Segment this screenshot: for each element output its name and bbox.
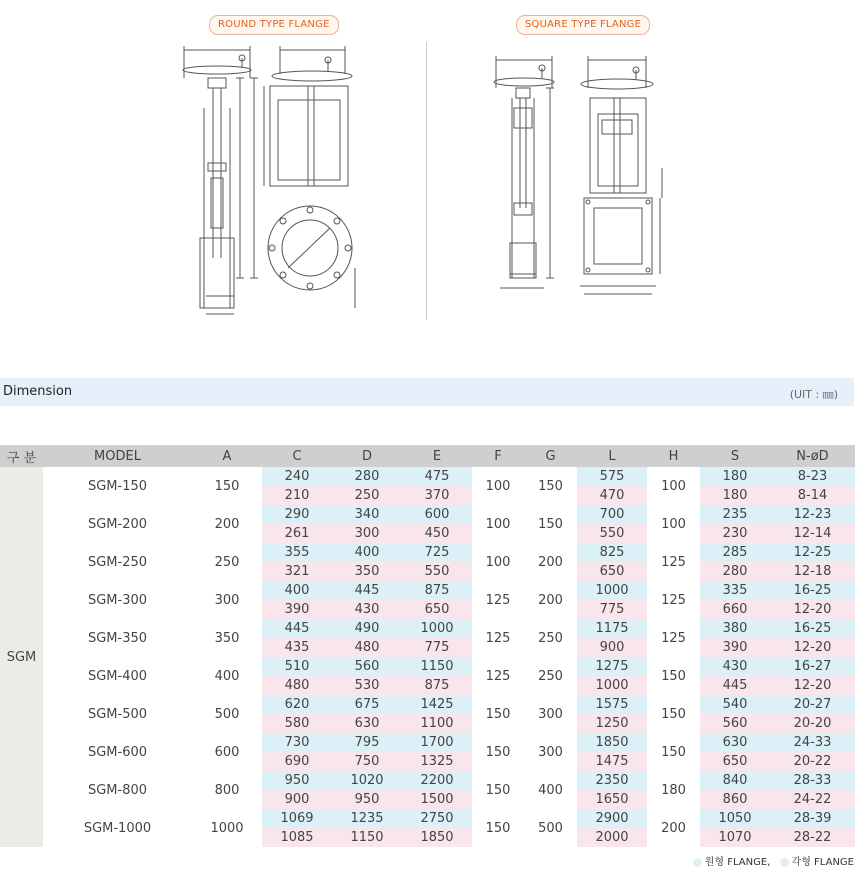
legend-round: 원형 FLANGE, xyxy=(704,857,771,868)
table-cell: 125 xyxy=(661,592,686,608)
table-cell: 150 xyxy=(661,744,686,760)
column-header: D xyxy=(332,445,402,467)
table-cell: 24-33 xyxy=(770,733,855,752)
table-cell: 1150 xyxy=(402,657,472,676)
table-row xyxy=(0,695,855,714)
table-cell: 180 xyxy=(661,782,686,798)
table-row xyxy=(0,543,855,562)
table-cell: 445 xyxy=(262,619,332,638)
table-cell: 8-23 xyxy=(770,467,855,486)
table-cell: 150 xyxy=(538,478,563,494)
column-header: C xyxy=(262,445,332,467)
table-cell: 825 xyxy=(577,543,647,562)
table-cell: 950 xyxy=(262,771,332,790)
table-cell: 650 xyxy=(577,562,647,581)
table-cell: 445 xyxy=(332,581,402,600)
table-cell: 100 xyxy=(485,554,511,570)
table-cell: 125 xyxy=(661,554,686,570)
table-cell: SGM-250 xyxy=(87,554,148,570)
column-header: G xyxy=(524,445,577,467)
table-cell: 510 xyxy=(262,657,332,676)
dimension-title: Dimension xyxy=(3,384,73,399)
table-cell: 500 xyxy=(214,706,240,722)
table-cell: 1000 xyxy=(210,820,244,836)
table-cell: 2750 xyxy=(402,809,472,828)
table-cell: 660 xyxy=(700,600,770,619)
table-cell: 261 xyxy=(262,524,332,543)
table-cell: 150 xyxy=(485,782,511,798)
table-cell: 550 xyxy=(577,524,647,543)
table-cell: 230 xyxy=(700,524,770,543)
table-cell: SGM-500 xyxy=(87,706,148,722)
table-cell: 400 xyxy=(214,668,240,684)
table-cell: 1175 xyxy=(577,619,647,638)
round-flange-swatch xyxy=(693,858,702,867)
table-cell: 1050 xyxy=(700,809,770,828)
column-header: S xyxy=(700,445,770,467)
table-cell: 800 xyxy=(214,782,240,798)
table-cell: 900 xyxy=(577,638,647,657)
table-cell: SGM-150 xyxy=(87,478,148,494)
table-cell: 24-22 xyxy=(770,790,855,809)
table-cell: 690 xyxy=(262,752,332,771)
table-cell: 1425 xyxy=(402,695,472,714)
round-type-flange-drawing xyxy=(180,38,360,318)
table-cell: 340 xyxy=(332,505,402,524)
table-cell: 445 xyxy=(700,676,770,695)
table-cell: 150 xyxy=(661,668,686,684)
table-cell: 1700 xyxy=(402,733,472,752)
table-cell: 620 xyxy=(262,695,332,714)
table-cell: 355 xyxy=(262,543,332,562)
table-cell: 20-20 xyxy=(770,714,855,733)
table-cell: 1000 xyxy=(402,619,472,638)
table-cell: 480 xyxy=(262,676,332,695)
table-cell: 285 xyxy=(700,543,770,562)
square-flange-swatch xyxy=(780,858,789,867)
table-row xyxy=(0,505,855,524)
table-cell: 795 xyxy=(332,733,402,752)
table-cell: 1325 xyxy=(402,752,472,771)
table-cell: 12-20 xyxy=(770,600,855,619)
table-cell: 840 xyxy=(700,771,770,790)
table-cell: 16-25 xyxy=(770,581,855,600)
table-cell: 280 xyxy=(332,467,402,486)
table-cell: 290 xyxy=(262,505,332,524)
table-cell: 400 xyxy=(538,782,563,798)
table-cell: 150 xyxy=(538,516,563,532)
table-cell: 2000 xyxy=(577,828,647,847)
table-cell: 200 xyxy=(538,554,563,570)
table-cell: 750 xyxy=(332,752,402,771)
table-cell: 650 xyxy=(402,600,472,619)
table-cell: 875 xyxy=(402,581,472,600)
group-cell: SGM xyxy=(0,467,43,847)
table-cell: 100 xyxy=(661,478,686,494)
table-cell: 150 xyxy=(485,744,511,760)
table-cell: 730 xyxy=(262,733,332,752)
table-cell: 235 xyxy=(700,505,770,524)
table-cell: 540 xyxy=(700,695,770,714)
column-header: L xyxy=(577,445,647,467)
table-cell: 300 xyxy=(538,706,563,722)
technical-drawings xyxy=(0,0,858,340)
table-cell: 150 xyxy=(485,706,511,722)
table-cell: 700 xyxy=(577,505,647,524)
table-cell: 1100 xyxy=(402,714,472,733)
unit-label: (UIT : ㎜) xyxy=(789,388,838,401)
table-cell: 400 xyxy=(332,543,402,562)
table-cell: 1475 xyxy=(577,752,647,771)
table-cell: 1085 xyxy=(262,828,332,847)
table-cell: 430 xyxy=(332,600,402,619)
table-cell: 475 xyxy=(402,467,472,486)
table-cell: 450 xyxy=(402,524,472,543)
table-cell: 775 xyxy=(577,600,647,619)
table-cell: 1235 xyxy=(332,809,402,828)
table-cell: 875 xyxy=(402,676,472,695)
table-cell: 470 xyxy=(577,486,647,505)
table-cell: 390 xyxy=(700,638,770,657)
table-cell: 12-20 xyxy=(770,676,855,695)
table-cell: 8-14 xyxy=(770,486,855,505)
table-cell: SGM-350 xyxy=(87,630,148,646)
table-cell: SGM-400 xyxy=(87,668,148,684)
table-cell: 150 xyxy=(661,706,686,722)
table-cell: 2200 xyxy=(402,771,472,790)
table-cell: 20-22 xyxy=(770,752,855,771)
table-cell: 1850 xyxy=(402,828,472,847)
table-cell: 16-25 xyxy=(770,619,855,638)
square-type-flange-label: SQUARE TYPE FLANGE xyxy=(516,15,650,35)
table-cell: 1150 xyxy=(332,828,402,847)
table-cell: 900 xyxy=(262,790,332,809)
table-cell: 20-27 xyxy=(770,695,855,714)
table-cell: 600 xyxy=(402,505,472,524)
table-cell: 321 xyxy=(262,562,332,581)
table-cell: 350 xyxy=(332,562,402,581)
round-type-flange-label: ROUND TYPE FLANGE xyxy=(209,15,339,35)
table-cell: 675 xyxy=(332,695,402,714)
table-cell: 250 xyxy=(332,486,402,505)
table-cell: 28-39 xyxy=(770,809,855,828)
table-cell: 2350 xyxy=(577,771,647,790)
table-cell: 1070 xyxy=(700,828,770,847)
table-cell: 2900 xyxy=(577,809,647,828)
table-cell: 125 xyxy=(661,630,686,646)
table-cell: 300 xyxy=(332,524,402,543)
table-cell: 560 xyxy=(700,714,770,733)
table-cell: 280 xyxy=(700,562,770,581)
table-row xyxy=(0,581,855,600)
column-header: N-øD xyxy=(770,445,855,467)
table-cell: 490 xyxy=(332,619,402,638)
table-cell: 480 xyxy=(332,638,402,657)
table-cell: 435 xyxy=(262,638,332,657)
table-cell: 100 xyxy=(661,516,686,532)
table-cell: 250 xyxy=(214,554,240,570)
table-cell: 1275 xyxy=(577,657,647,676)
table-cell: 200 xyxy=(538,592,563,608)
column-header: E xyxy=(402,445,472,467)
table-cell: 300 xyxy=(214,592,240,608)
table-cell: 380 xyxy=(700,619,770,638)
table-header-row xyxy=(0,445,855,467)
table-cell: 500 xyxy=(538,820,563,836)
table-cell: 400 xyxy=(262,581,332,600)
table-cell: 580 xyxy=(262,714,332,733)
table-cell: 12-18 xyxy=(770,562,855,581)
column-header: 구 분 xyxy=(0,445,43,467)
table-cell: 550 xyxy=(402,562,472,581)
table-cell: 200 xyxy=(661,820,686,836)
column-header: H xyxy=(647,445,700,467)
table-cell: 370 xyxy=(402,486,472,505)
table-cell: 180 xyxy=(700,467,770,486)
table-cell: 150 xyxy=(485,820,511,836)
legend-square: 각형 FLANGE xyxy=(791,857,854,868)
table-cell: 1250 xyxy=(577,714,647,733)
table-cell: 1500 xyxy=(402,790,472,809)
table-cell: 100 xyxy=(485,516,511,532)
table-row xyxy=(0,809,855,828)
table-cell: 575 xyxy=(577,467,647,486)
dimension-header-bar xyxy=(0,378,854,406)
table-cell: 530 xyxy=(332,676,402,695)
table-row xyxy=(0,657,855,676)
table-cell: 775 xyxy=(402,638,472,657)
table-cell: 12-23 xyxy=(770,505,855,524)
column-header: MODEL xyxy=(43,445,192,467)
table-cell: 350 xyxy=(214,630,240,646)
table-cell: 125 xyxy=(485,668,511,684)
dimension-table xyxy=(0,445,855,847)
table-cell: 1575 xyxy=(577,695,647,714)
table-cell: 210 xyxy=(262,486,332,505)
table-cell: SGM-200 xyxy=(87,516,148,532)
table-cell: 100 xyxy=(485,478,511,494)
table-cell: SGM-300 xyxy=(87,592,148,608)
table-cell: SGM-800 xyxy=(87,782,148,798)
table-cell: 180 xyxy=(700,486,770,505)
table-cell: 12-20 xyxy=(770,638,855,657)
square-type-flange-drawing xyxy=(490,48,670,308)
table-cell: 1850 xyxy=(577,733,647,752)
figure-divider xyxy=(426,42,427,320)
table-cell: 1069 xyxy=(262,809,332,828)
table-cell: 630 xyxy=(700,733,770,752)
table-cell: 1000 xyxy=(577,676,647,695)
table-cell: 16-27 xyxy=(770,657,855,676)
table-cell: 860 xyxy=(700,790,770,809)
table-cell: 12-14 xyxy=(770,524,855,543)
table-cell: 28-33 xyxy=(770,771,855,790)
table-cell: 300 xyxy=(538,744,563,760)
table-cell: 125 xyxy=(485,630,511,646)
table-cell: 250 xyxy=(538,630,563,646)
table-cell: 150 xyxy=(214,478,240,494)
table-cell: 1020 xyxy=(332,771,402,790)
table-cell: 240 xyxy=(262,467,332,486)
table-cell: 125 xyxy=(485,592,511,608)
legend xyxy=(687,853,854,868)
table-cell: 200 xyxy=(214,516,240,532)
table-cell: 1650 xyxy=(577,790,647,809)
table-cell: 600 xyxy=(214,744,240,760)
table-cell: 950 xyxy=(332,790,402,809)
column-header: A xyxy=(192,445,262,467)
table-cell: 630 xyxy=(332,714,402,733)
table-row xyxy=(0,467,855,486)
table-cell: 725 xyxy=(402,543,472,562)
table-row xyxy=(0,771,855,790)
table-row xyxy=(0,619,855,638)
table-cell: 430 xyxy=(700,657,770,676)
table-cell: SGM-1000 xyxy=(83,820,152,836)
table-cell: 28-22 xyxy=(770,828,855,847)
table-cell: 650 xyxy=(700,752,770,771)
table-cell: 560 xyxy=(332,657,402,676)
table-row xyxy=(0,733,855,752)
table-cell: 335 xyxy=(700,581,770,600)
column-header: F xyxy=(472,445,524,467)
table-cell: 12-25 xyxy=(770,543,855,562)
table-cell: 1000 xyxy=(577,581,647,600)
table-cell: 390 xyxy=(262,600,332,619)
table-cell: 250 xyxy=(538,668,563,684)
table-cell: SGM-600 xyxy=(87,744,148,760)
